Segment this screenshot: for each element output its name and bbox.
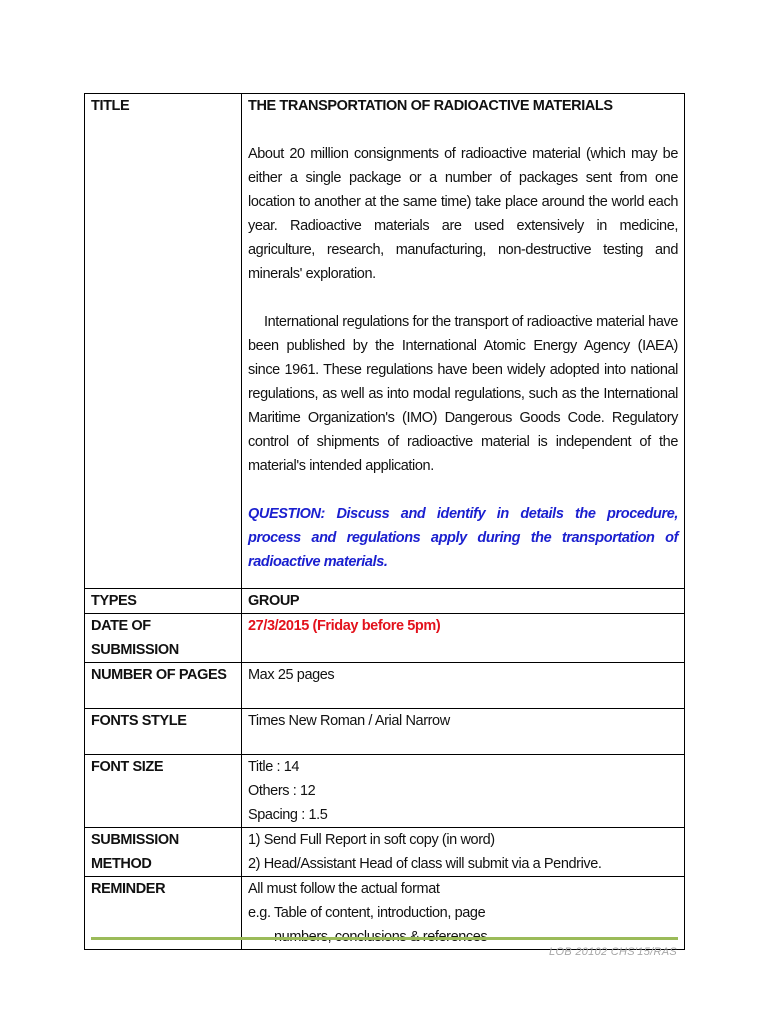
footer-divider bbox=[91, 937, 678, 940]
pages-row bbox=[85, 663, 685, 709]
date-label: DATE OF SUBMISSION bbox=[91, 618, 179, 658]
font-size-label: FONT SIZE bbox=[91, 759, 164, 775]
title-label-cell bbox=[85, 94, 242, 589]
reminder-label: REMINDER bbox=[91, 881, 166, 897]
method-step-1: 1) Send Full Report in soft copy (in word) bbox=[248, 832, 495, 848]
font-size-spacing: Spacing : 1.5 bbox=[248, 807, 328, 823]
types-label-cell bbox=[85, 589, 242, 614]
method-value-cell bbox=[242, 828, 685, 877]
fonts-style-value-cell bbox=[242, 709, 685, 755]
fonts-style-label-cell bbox=[85, 709, 242, 755]
font-size-label-cell bbox=[85, 755, 242, 828]
types-value-cell bbox=[242, 589, 685, 614]
title-row bbox=[85, 94, 685, 589]
font-size-others: Others : 12 bbox=[248, 783, 316, 799]
font-size-row bbox=[85, 755, 685, 828]
method-row bbox=[85, 828, 685, 877]
font-size-value-cell bbox=[242, 755, 685, 828]
method-step-2: 2) Head/Assistant Head of class will submit via a Pendrive. bbox=[248, 856, 602, 872]
types-row bbox=[85, 589, 685, 614]
types-label: TYPES bbox=[91, 593, 137, 609]
document-title: THE TRANSPORTATION OF RADIOACTIVE MATERIALS bbox=[248, 98, 613, 114]
date-value-cell bbox=[242, 614, 685, 663]
pages-value: Max 25 pages bbox=[248, 667, 335, 683]
reminder-line-1: All must follow the actual format bbox=[248, 881, 440, 897]
footer-course-code: LOB 20102 CHS'15/RAS bbox=[549, 946, 677, 958]
date-row bbox=[85, 614, 685, 663]
method-label-cell bbox=[85, 828, 242, 877]
title-label: TITLE bbox=[91, 98, 130, 114]
assignment-table bbox=[84, 93, 685, 950]
regulations-paragraph: International regulations for the transport of radioactive material have been published by the International Atomic Energy Agency (IAEA) since 1961. These regulations have been widely adopted into national regulations, as well as into modal regulations, such as the International Maritime Organization's (IMO) Dangerous Goods Code. Regulatory control of shipments of radioactive material is independent of the material's intended application. bbox=[248, 314, 678, 474]
reminder-line-2: e.g. Table of content, introduction, page bbox=[248, 905, 486, 921]
submission-date: 27/3/2015 (Friday before 5pm) bbox=[248, 618, 441, 634]
fonts-style-label: FONTS STYLE bbox=[91, 713, 187, 729]
title-content-cell bbox=[242, 94, 685, 589]
types-value: GROUP bbox=[248, 593, 300, 609]
question-text: QUESTION: Discuss and identify in details the procedure, process and regulations apply during the transportation of radioactive materials. bbox=[248, 506, 678, 570]
pages-value-cell bbox=[242, 663, 685, 709]
date-label-cell bbox=[85, 614, 242, 663]
pages-label-cell bbox=[85, 663, 242, 709]
fonts-style-value: Times New Roman / Arial Narrow bbox=[248, 713, 450, 729]
method-label: SUBMISSION METHOD bbox=[91, 832, 179, 872]
fonts-style-row bbox=[85, 709, 685, 755]
font-size-title: Title : 14 bbox=[248, 759, 300, 775]
intro-paragraph: About 20 million consignments of radioactive material (which may be either a single package or a number of packages sent from one location to another at the same time) take place around the world each year. Radioactive materials are used extensively in medicine, agriculture, research, manufacturing, non-destructive testing and minerals' exploration. bbox=[248, 146, 678, 282]
pages-label: NUMBER OF PAGES bbox=[91, 667, 227, 683]
